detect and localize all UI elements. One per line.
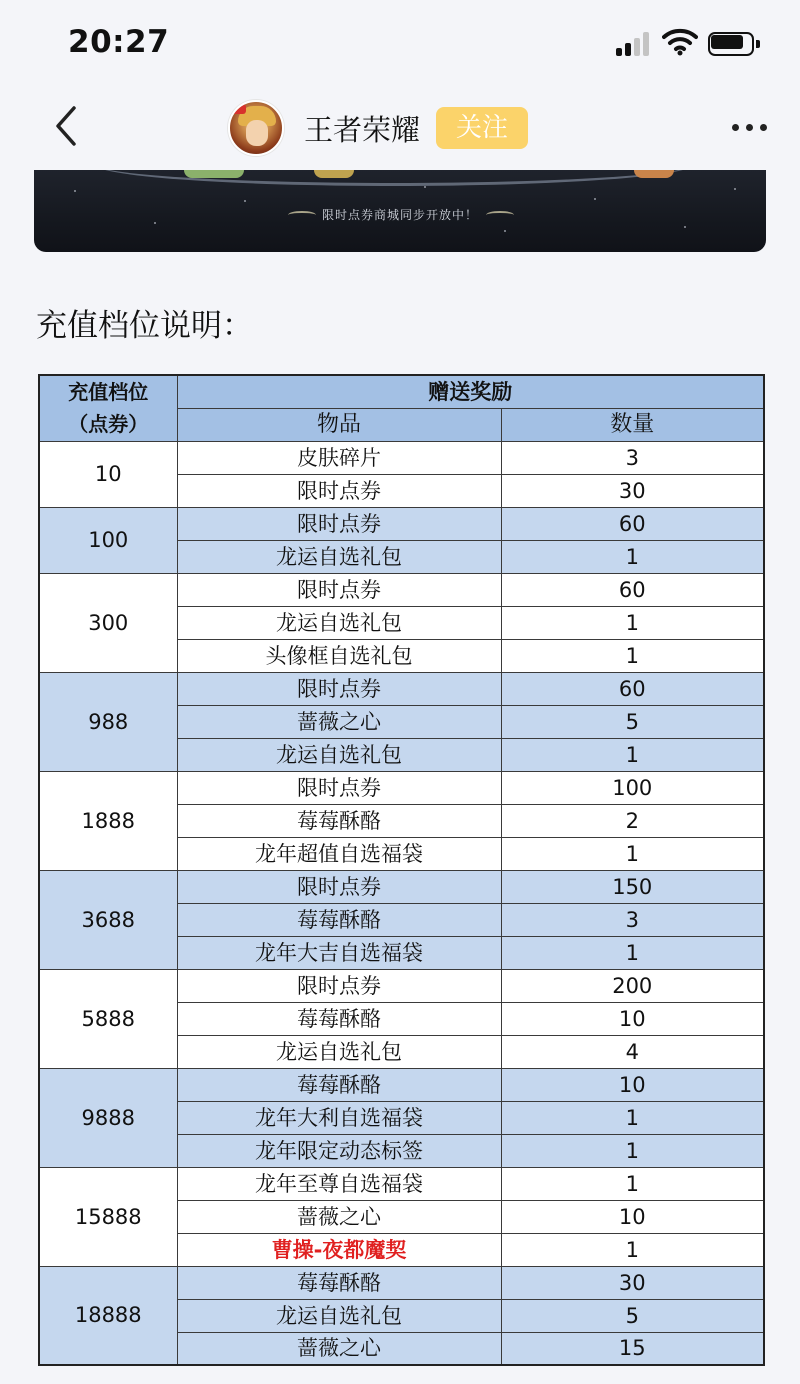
quantity-cell: 60 [501, 672, 764, 705]
item-cell: 限时点券 [177, 507, 501, 540]
account-title[interactable]: 王者荣耀 [304, 113, 421, 147]
reward-table [38, 374, 765, 1366]
battery-icon [708, 32, 760, 56]
item-cell: 莓莓酥酪 [177, 1068, 501, 1101]
tier-cell: 18888 [39, 1266, 177, 1365]
item-cell: 莓莓酥酪 [177, 1002, 501, 1035]
quantity-cell: 3 [501, 441, 764, 474]
item-cell: 头像框自选礼包 [177, 639, 501, 672]
promo-banner [34, 170, 766, 252]
cellular-signal-icon [616, 32, 652, 56]
tier-column-header [39, 375, 177, 441]
quantity-cell: 10 [501, 1068, 764, 1101]
item-cell: 蔷薇之心 [177, 1200, 501, 1233]
banner-caption: 限时点券商城同步开放中！ [321, 208, 478, 222]
table-body [39, 441, 764, 1365]
quantity-cell: 1 [501, 639, 764, 672]
item-cell: 龙年限定动态标签 [177, 1134, 501, 1167]
quantity-cell: 1 [501, 1167, 764, 1200]
item-cell: 龙运自选礼包 [177, 606, 501, 639]
item-cell: 限时点券 [177, 573, 501, 606]
quantity-cell: 1 [501, 540, 764, 573]
item-cell: 龙运自选礼包 [177, 1035, 501, 1068]
table-row [39, 1266, 764, 1299]
table-row [39, 1068, 764, 1101]
item-cell: 龙运自选礼包 [177, 1299, 501, 1332]
tier-cell: 5888 [39, 969, 177, 1068]
table-row [39, 507, 764, 540]
tier-header-line1: 充值档位 [68, 380, 149, 405]
quantity-cell: 60 [501, 573, 764, 606]
table-row [39, 969, 764, 1002]
tier-cell: 1888 [39, 771, 177, 870]
tier-header-line2: （点券） [68, 412, 149, 437]
item-cell: 皮肤碎片 [177, 441, 501, 474]
item-cell: 龙运自选礼包 [177, 540, 501, 573]
item-cell: 龙运自选礼包 [177, 738, 501, 771]
tier-cell: 988 [39, 672, 177, 771]
table-row [39, 771, 764, 804]
item-cell: 限时点券 [177, 672, 501, 705]
tier-cell: 15888 [39, 1167, 177, 1266]
item-cell: 限时点券 [177, 474, 501, 507]
reward-column-header: 赠送奖励 [177, 375, 764, 408]
status-time: 20:27 [68, 24, 170, 60]
quantity-column-header: 数量 [501, 408, 764, 441]
item-cell: 龙年超值自选福袋 [177, 837, 501, 870]
quantity-cell: 1 [501, 1101, 764, 1134]
tier-cell: 300 [39, 573, 177, 672]
quantity-cell: 5 [501, 705, 764, 738]
item-cell: 蔷薇之心 [177, 705, 501, 738]
quantity-cell: 15 [501, 1332, 764, 1365]
table-row [39, 672, 764, 705]
follow-button[interactable]: 关注 [436, 107, 528, 149]
avatar[interactable] [228, 100, 284, 156]
quantity-cell: 5 [501, 1299, 764, 1332]
item-cell: 龙年至尊自选福袋 [177, 1167, 501, 1200]
quantity-cell: 1 [501, 738, 764, 771]
quantity-cell: 3 [501, 903, 764, 936]
item-cell: 限时点券 [177, 870, 501, 903]
recharge-tier-table [38, 374, 763, 1370]
quantity-cell: 100 [501, 771, 764, 804]
quantity-cell: 60 [501, 507, 764, 540]
tier-cell: 10 [39, 441, 177, 507]
table-row [39, 441, 764, 474]
section-heading: 充值档位说明： [36, 308, 253, 344]
table-row [39, 870, 764, 903]
quantity-cell: 1 [501, 1134, 764, 1167]
tier-cell: 9888 [39, 1068, 177, 1167]
item-cell: 龙年大吉自选福袋 [177, 936, 501, 969]
quantity-cell: 30 [501, 1266, 764, 1299]
quantity-cell: 10 [501, 1002, 764, 1035]
item-cell: 龙年大利自选福袋 [177, 1101, 501, 1134]
quantity-cell: 10 [501, 1200, 764, 1233]
quantity-cell: 200 [501, 969, 764, 1002]
quantity-cell: 150 [501, 870, 764, 903]
item-cell: 莓莓酥酪 [177, 903, 501, 936]
item-cell: 曹操-夜都魔契 [177, 1233, 501, 1266]
quantity-cell: 1 [501, 606, 764, 639]
table-row [39, 1167, 764, 1200]
nav-bar [0, 86, 800, 170]
quantity-cell: 30 [501, 474, 764, 507]
quantity-cell: 1 [501, 837, 764, 870]
item-cell: 限时点券 [177, 969, 501, 1002]
item-cell: 限时点券 [177, 771, 501, 804]
item-cell: 蔷薇之心 [177, 1332, 501, 1365]
item-cell: 莓莓酥酪 [177, 804, 501, 837]
item-column-header: 物品 [177, 408, 501, 441]
tier-cell: 3688 [39, 870, 177, 969]
quantity-cell: 4 [501, 1035, 764, 1068]
quantity-cell: 2 [501, 804, 764, 837]
status-bar [0, 0, 800, 86]
quantity-cell: 1 [501, 936, 764, 969]
tier-cell: 100 [39, 507, 177, 573]
back-arrow-icon[interactable] [46, 102, 86, 150]
wifi-icon [662, 28, 698, 56]
table-row [39, 573, 764, 606]
quantity-cell: 1 [501, 1233, 764, 1266]
more-dots-icon[interactable] [732, 124, 768, 132]
item-cell: 莓莓酥酪 [177, 1266, 501, 1299]
